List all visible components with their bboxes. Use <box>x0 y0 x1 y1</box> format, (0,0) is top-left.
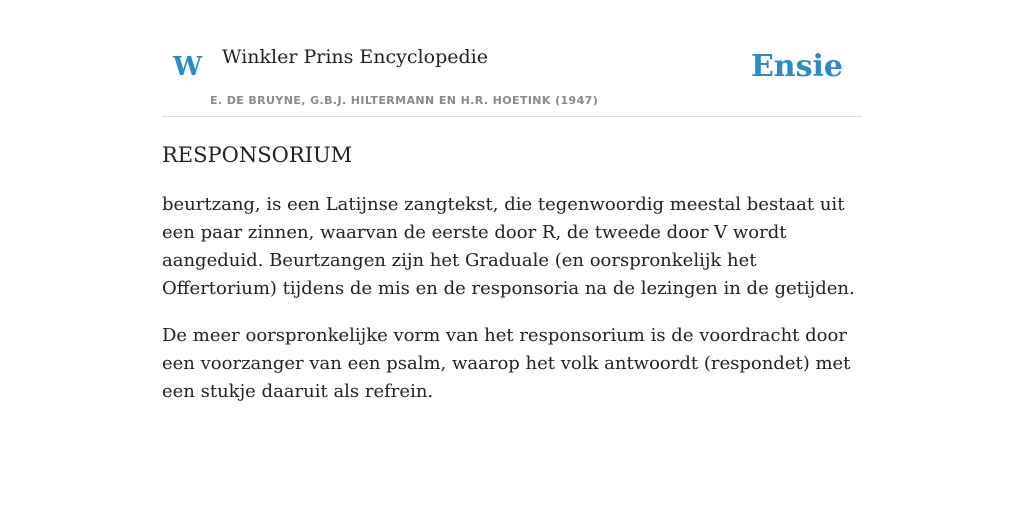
page-container <box>162 0 862 406</box>
source-logo[interactable]: W <box>173 52 203 82</box>
source-header <box>162 0 862 117</box>
source-title-link[interactable]: Winkler Prins Encyclopedie <box>222 46 488 68</box>
entry-title: RESPONSORIUM <box>162 143 353 167</box>
source-authors: E. DE BRUYNE, G.B.J. HILTERMANN EN H.R. HOETINK (1947) <box>210 94 599 107</box>
entry-paragraph: De meer oorspronkelijke vorm van het responsorium is de voordracht door een voorzanger van een psalm, waarop het volk antwoordt (respondet) met een stukje daaruit als refrein. <box>162 325 851 403</box>
entry-paragraph: beurtzang, is een Latijnse zangtekst, die tegenwoordig meestal bestaat uit een paar zinnen, waarvan de eerste door R, de tweede door V wordt aangeduid. Beurtzangen zijn het Graduale (en oorspronkelijk het Offertorium) tijdens de mis en de responsoria na de lezingen in de getijden. <box>162 194 855 300</box>
brand-logo[interactable]: Ensie <box>750 49 843 84</box>
